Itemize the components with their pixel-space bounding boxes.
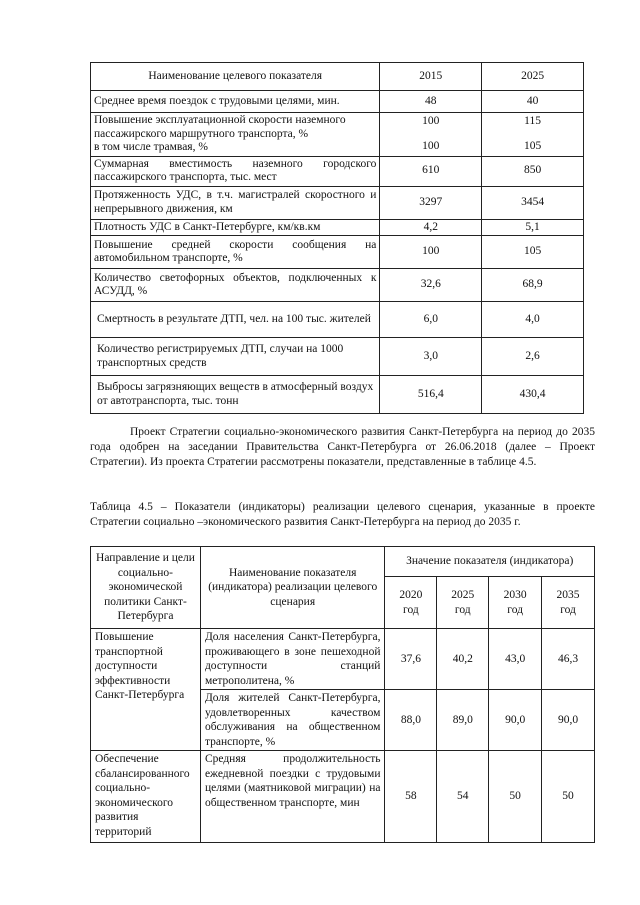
value-2015: 3297 — [380, 186, 482, 219]
value-2025: 4,0 — [482, 302, 584, 338]
value-sub: 105 — [523, 140, 542, 153]
table-header-row — [91, 547, 595, 577]
value-main: 115 — [524, 114, 541, 127]
value-2025: 68,9 — [482, 269, 584, 302]
table-row — [91, 156, 584, 186]
row-name: Плотность УДС в Санкт-Петербурге, км/кв.км — [91, 219, 380, 236]
row-name: Среднее время поездок с трудовыми целями, мин. — [91, 91, 380, 113]
value-2025: 2,6 — [482, 338, 584, 376]
header-year-2035 — [542, 577, 595, 629]
value-2035: 90,0 — [542, 690, 595, 751]
year-unit: год — [403, 603, 419, 616]
table-row — [91, 302, 584, 338]
value-2030: 90,0 — [489, 690, 542, 751]
year-value: 2030 — [503, 589, 527, 601]
value-2015 — [380, 113, 482, 157]
header-year-2025: 2025 — [482, 63, 584, 91]
row-name: Повышение средней скорости сообщения на автомобильном транспорте, % — [91, 236, 380, 269]
indicators-table-2015-2025 — [90, 62, 584, 414]
table-row — [91, 186, 584, 219]
row-name: Доля жителей Санкт-Петербурга, удовлетворенных качеством обслуживания на общественном транспорте, % — [200, 690, 385, 751]
year-unit: год — [560, 603, 576, 616]
row-name: Смертность в результате ДТП, чел. на 100 тыс. жителей — [91, 302, 380, 338]
value-2025: 105 — [482, 236, 584, 269]
table-row — [91, 91, 584, 113]
table-caption: Таблица 4.5 – Показатели (индикаторы) реализации целевого сценария, указанные в проекте Стратегии социально –экономического развития Санкт-Петербурга на период до 2035 г. — [90, 501, 595, 528]
row-name: Доля населения Санкт-Петербурга, проживающего в зоне пешеходной доступности станций метрополитена, % — [200, 629, 385, 690]
value-2035: 46,3 — [542, 629, 595, 690]
body-paragraph: Проект Стратегии социально-экономического развития Санкт-Петербурга на период до 2035 года одобрен на заседании Правительства Санкт-Петербурга от 26.06.2018 (далее – Проект Стратегии). Из проекта Стратегии рассмотрены показатели, представленные в таблице 4.5. — [90, 426, 595, 468]
row-name: Количество светофорных объектов, подключенных к АСУДД, % — [91, 269, 380, 302]
table-row — [91, 338, 584, 376]
row-name-sub: в том числе трамвая, % — [94, 141, 208, 153]
value-2015: 32,6 — [380, 269, 482, 302]
table-row — [91, 269, 584, 302]
year-value: 2035 — [556, 589, 580, 601]
year-unit: год — [454, 603, 471, 616]
value-2020: 58 — [385, 751, 437, 843]
value-2025: 54 — [437, 751, 489, 843]
value-2015: 3,0 — [380, 338, 482, 376]
table-row — [91, 113, 584, 157]
value-2015: 6,0 — [380, 302, 482, 338]
value-2025: 850 — [482, 156, 584, 186]
value-2025: 40,2 — [437, 629, 489, 690]
group-transport-accessibility: Повышение транспортной доступности эффективности Санкт-Петербурга — [91, 629, 201, 751]
table-row — [91, 219, 584, 236]
year-value: 2025 — [451, 589, 475, 601]
value-2020: 37,6 — [385, 629, 437, 690]
header-indicator-name: Наименование целевого показателя — [91, 63, 380, 91]
value-2035: 50 — [542, 751, 595, 843]
table-row — [91, 376, 584, 414]
year-unit: год — [507, 603, 523, 616]
header-year-2030 — [489, 577, 542, 629]
row-name: Средняя продолжительность ежедневной поездки с трудовыми целями (маятниковой миграции) на общественном транспорте, мин — [200, 751, 385, 843]
table-row — [91, 236, 584, 269]
header-year-2025 — [437, 577, 489, 629]
header-value: Значение показателя (индикатора) — [385, 547, 595, 577]
value-2015: 610 — [380, 156, 482, 186]
value-2030: 50 — [489, 751, 542, 843]
row-name: Выбросы загрязняющих веществ в атмосферный воздух от автотранспорта, тыс. тонн — [91, 376, 380, 414]
row-name: Протяженность УДС, в т.ч. магистралей скоростного и непрерывного движения, км — [91, 186, 380, 219]
value-sub: 100 — [422, 140, 440, 153]
value-2015: 100 — [380, 236, 482, 269]
value-2025: 3454 — [482, 186, 584, 219]
value-2025: 430,4 — [482, 376, 584, 414]
value-2025: 5,1 — [482, 219, 584, 236]
scenario-indicators-table — [90, 546, 595, 843]
row-name — [91, 113, 380, 157]
header-year-2020 — [385, 577, 437, 629]
row-name: Количество регистрируемых ДТП, случаи на 1000 транспортных средств — [91, 338, 380, 376]
header-year-2015: 2015 — [380, 63, 482, 91]
row-name-main: Повышение эксплуатационной скорости наземного пассажирского маршрутного транспорта, % — [94, 114, 346, 140]
group-balanced-development: Обеспечение сбалансированного социально-экономического развития территорий — [91, 751, 201, 843]
table-header-row — [91, 63, 584, 91]
value-2020: 88,0 — [385, 690, 437, 751]
row-name: Суммарная вместимость наземного городского пассажирского транспорта, тыс. мест — [91, 156, 380, 186]
header-direction: Направление и цели социально-экономической политики Санкт-Петербурга — [91, 547, 201, 629]
value-main: 100 — [422, 114, 440, 127]
value-2015: 516,4 — [380, 376, 482, 414]
value-2015: 48 — [380, 91, 482, 113]
year-value: 2020 — [399, 589, 423, 601]
table-row — [91, 751, 595, 843]
value-2025 — [482, 113, 584, 157]
table-row — [91, 629, 595, 690]
value-2030: 43,0 — [489, 629, 542, 690]
value-2015: 4,2 — [380, 219, 482, 236]
header-indicator: Наименование показателя (индикатора) реализации целевого сценария — [200, 547, 385, 629]
value-2025: 40 — [482, 91, 584, 113]
value-2025: 89,0 — [437, 690, 489, 751]
